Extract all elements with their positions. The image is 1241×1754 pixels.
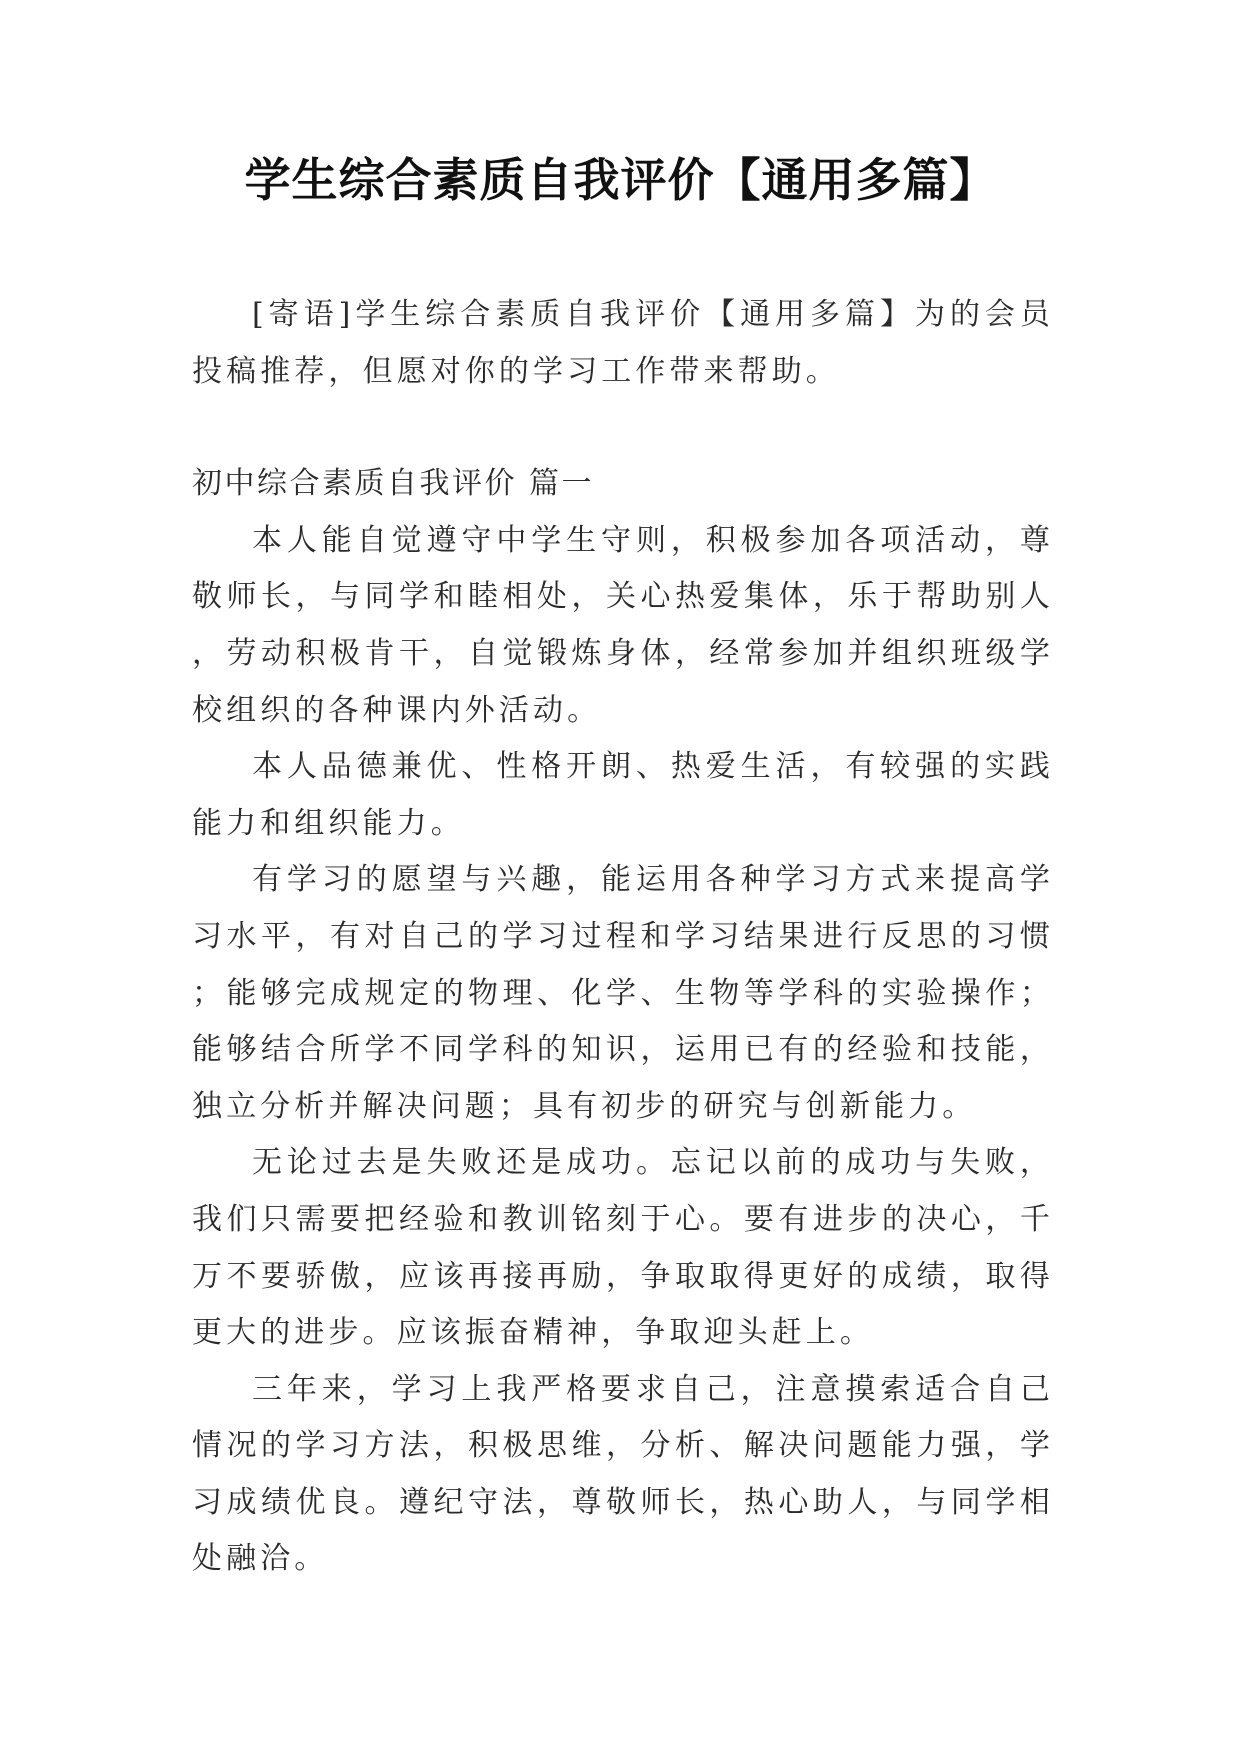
body-paragraph: 有学习的愿望与兴趣，能运用各种学习方式来提高学习水平，有对自己的学习过程和学习结果进行反思的习惯；能够完成规定的物理、化学、生物等学科的实验操作；能够结合所学不同学科的知识，运用已有的经验和技能，独立分析并解决问题；具有初步的研究与创新能力。 [192,862,1054,1124]
intro-paragraph: [寄语]学生综合素质自我评价【通用多篇】为的会员投稿推荐，但愿对你的学习工作带来帮助。 [192,297,1054,389]
section-heading: 初中综合素质自我评价 篇一 [192,466,595,502]
body-paragraph: 三年来，学习上我严格要求自己，注意摸索适合自己情况的学习方法，积极思维，分析、解决问题能力强，学习成绩优良。遵纪守法，尊敬师长，热心助人，与同学相处融洽。 [192,1371,1054,1577]
document-title: 学生综合素质自我评价【通用多篇】 [244,153,997,207]
document-body [192,287,1054,1588]
body-paragraph: 无论过去是失败还是成功。忘记以前的成功与失败，我们只需要把经验和教训铭刻于心。要有进步的决心，千万不要骄傲，应该再接再励，争取取得更好的成绩，取得更大的进步。应该振奋精神，争取迎头赶上。 [192,1145,1054,1351]
body-paragraph: 本人能自觉遵守中学生守则，积极参加各项活动，尊敬师长，与同学和睦相处，关心热爱集体，乐于帮助别人，劳动积极肯干，自觉锻炼身体，经常参加并组织班级学校组织的各种课内外活动。 [192,522,1054,728]
body-paragraph: 本人品德兼优、性格开朗、热爱生活，有较强的实践能力和组织能力。 [192,749,1054,841]
